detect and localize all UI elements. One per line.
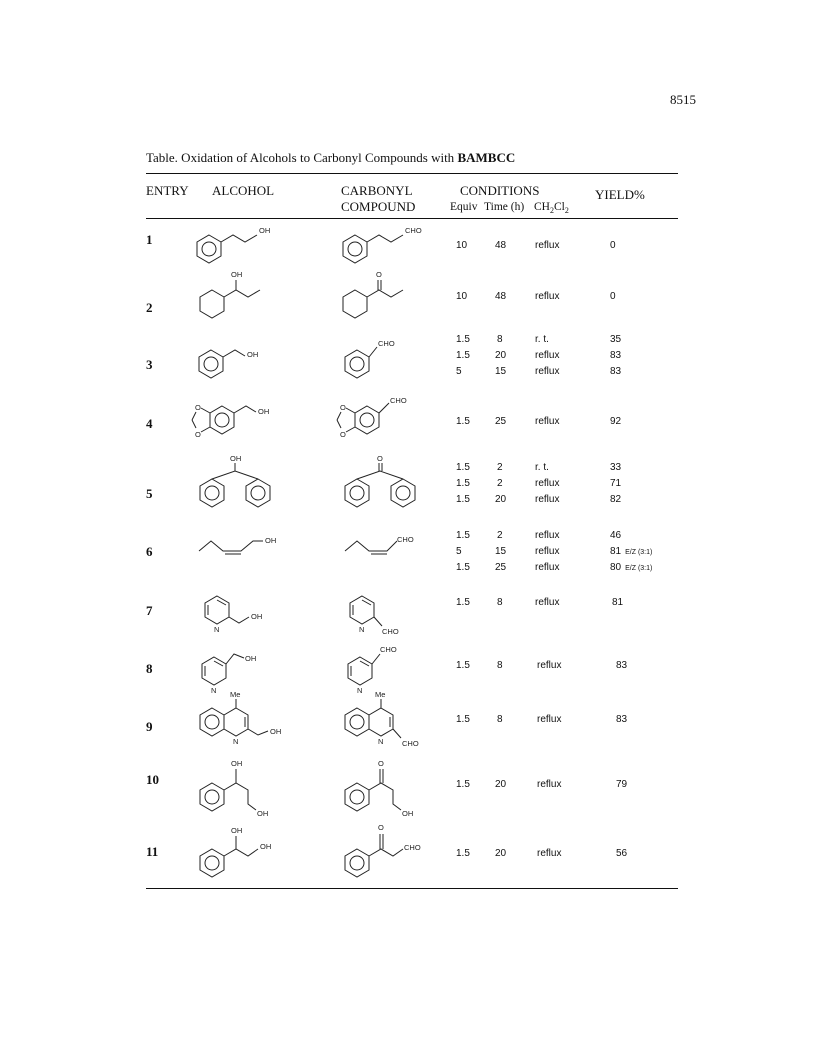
entry-number: 1 bbox=[146, 232, 153, 247]
cond-solvent: reflux bbox=[535, 546, 560, 557]
cond-equiv: 1.5 bbox=[456, 416, 470, 427]
carbonyl-label: CHO bbox=[404, 843, 421, 852]
carbonyl-label: CHO bbox=[397, 535, 414, 544]
cond-time: 20 bbox=[495, 848, 507, 859]
structure-carbonyl-11 bbox=[343, 820, 433, 878]
entry-number: 5 bbox=[146, 486, 153, 501]
cond-equiv: 5 bbox=[456, 366, 462, 377]
entry-number: 11 bbox=[146, 844, 159, 859]
structure-carbonyl-9 bbox=[343, 690, 443, 750]
cond-solvent: reflux bbox=[535, 350, 560, 361]
cond-time: 20 bbox=[495, 779, 507, 790]
structure-alcohol-11 bbox=[198, 823, 288, 878]
cond-solvent: reflux bbox=[535, 478, 560, 489]
carbonyl-label: CHO bbox=[382, 627, 399, 636]
cond-yield: 46 bbox=[610, 530, 622, 541]
methyl-label: Me bbox=[375, 690, 386, 699]
cond-solvent: reflux bbox=[535, 366, 560, 377]
cond-equiv: 5 bbox=[456, 546, 462, 557]
table-bottom-rule bbox=[146, 888, 678, 889]
alcohol-label: OH bbox=[257, 809, 269, 818]
cond-time: 48 bbox=[495, 240, 507, 251]
entry-number: 8 bbox=[146, 661, 153, 676]
cond-solvent: reflux bbox=[535, 291, 560, 302]
alcohol-label: OH bbox=[251, 612, 263, 621]
header-yield: YIELD% bbox=[595, 187, 645, 202]
entry-number: 2 bbox=[146, 300, 153, 315]
header-solvent: $CH_2Cl_2$ bbox=[534, 201, 569, 215]
cond-equiv: 1.5 bbox=[456, 562, 470, 573]
structure-alcohol-10 bbox=[198, 755, 288, 820]
header-carbonyl-line1: CARBONYL bbox=[341, 183, 413, 198]
cond-time: 8 bbox=[497, 334, 503, 345]
ring-nitrogen: N bbox=[378, 737, 384, 746]
cond-time: 2 bbox=[497, 478, 503, 489]
page-number: 8515 bbox=[670, 92, 696, 107]
header-entry: ENTRY bbox=[146, 183, 189, 198]
structure-alcohol-8 bbox=[200, 645, 280, 695]
carbonyl-label: CHO bbox=[380, 645, 397, 654]
header-alcohol: ALCOHOL bbox=[212, 183, 275, 198]
cond-time: 2 bbox=[497, 462, 503, 473]
alcohol-label: OH bbox=[231, 270, 243, 279]
alcohol-label: OH bbox=[270, 727, 282, 736]
carbonyl-label: CHO bbox=[378, 339, 395, 348]
cond-yield: 83 bbox=[610, 366, 622, 377]
carbonyl-oxygen: O bbox=[378, 823, 384, 832]
caption-reagent: BAMBCC bbox=[457, 150, 516, 165]
cond-yield: 81 E/Z (3:1) bbox=[610, 546, 653, 557]
alcohol-label: OH bbox=[260, 842, 272, 851]
cond-equiv: 1.5 bbox=[456, 478, 470, 489]
structure-carbonyl-7 bbox=[348, 590, 428, 635]
yield-note: E/Z (3:1) bbox=[625, 549, 653, 556]
cond-time: 25 bbox=[495, 416, 507, 427]
cond-equiv: 1.5 bbox=[456, 530, 470, 541]
structure-carbonyl-1 bbox=[341, 222, 431, 267]
cond-equiv: 1.5 bbox=[456, 597, 470, 608]
structure-carbonyl-3 bbox=[343, 338, 423, 383]
ring-oxygen: O bbox=[340, 403, 346, 412]
cond-time: 20 bbox=[495, 494, 507, 505]
table-header-rule bbox=[146, 218, 678, 219]
structure-alcohol-6 bbox=[197, 533, 287, 557]
cond-yield: 0 bbox=[610, 291, 616, 302]
cond-yield: 56 bbox=[616, 848, 628, 859]
ring-nitrogen: N bbox=[214, 625, 220, 634]
cond-time: 8 bbox=[497, 597, 503, 608]
carbonyl-label: O bbox=[378, 759, 384, 768]
cond-solvent: reflux bbox=[537, 660, 562, 671]
cond-time: 20 bbox=[495, 350, 507, 361]
cond-equiv: 1.5 bbox=[456, 848, 470, 859]
cond-yield: 83 bbox=[610, 350, 622, 361]
entry-number: 9 bbox=[146, 719, 153, 734]
yield-note: E/Z (3:1) bbox=[625, 565, 653, 572]
cond-yield: 79 bbox=[616, 779, 628, 790]
structure-carbonyl-2 bbox=[341, 268, 421, 328]
header-equiv: Equiv bbox=[450, 201, 478, 213]
header-conditions: CONDITIONS bbox=[460, 183, 540, 198]
cond-time: 15 bbox=[495, 546, 507, 557]
alcohol-label: OH bbox=[231, 826, 243, 835]
cond-solvent: reflux bbox=[535, 530, 560, 541]
carbonyl-label: O bbox=[377, 454, 383, 463]
ring-oxygen: O bbox=[340, 430, 346, 439]
table-caption bbox=[146, 150, 515, 166]
cond-solvent: reflux bbox=[537, 779, 562, 790]
alcohol-label: OH bbox=[231, 759, 243, 768]
ring-nitrogen: N bbox=[357, 686, 363, 695]
entry-number: 6 bbox=[146, 544, 153, 559]
cond-equiv: 1.5 bbox=[456, 462, 470, 473]
entry-number: 7 bbox=[146, 603, 153, 618]
cond-equiv: 1.5 bbox=[456, 714, 470, 725]
structure-alcohol-1 bbox=[195, 222, 285, 267]
cond-solvent: reflux bbox=[535, 562, 560, 573]
ring-nitrogen: N bbox=[211, 686, 217, 695]
alcohol-label: OH bbox=[245, 654, 257, 663]
alcohol-label: OH bbox=[259, 226, 271, 235]
cond-equiv: 1.5 bbox=[456, 350, 470, 361]
cond-yield: 83 bbox=[616, 714, 628, 725]
alcohol-label: OH bbox=[265, 536, 277, 545]
alcohol-label: OH bbox=[247, 350, 259, 359]
cond-solvent: reflux bbox=[535, 416, 560, 427]
structure-carbonyl-6 bbox=[343, 533, 433, 557]
structure-carbonyl-8 bbox=[346, 645, 426, 695]
cond-solvent: reflux bbox=[535, 240, 560, 251]
cond-time: 48 bbox=[495, 291, 507, 302]
caption-prefix: Table. Oxidation of Alcohols to Carbonyl Compounds with bbox=[146, 150, 455, 165]
structure-alcohol-2 bbox=[198, 268, 278, 328]
cond-equiv: 1.5 bbox=[456, 660, 470, 671]
cond-yield: 83 bbox=[616, 660, 628, 671]
header-carbonyl-line2: COMPOUND bbox=[341, 199, 416, 214]
cond-equiv: 1.5 bbox=[456, 779, 470, 790]
cond-equiv: 1.5 bbox=[456, 494, 470, 505]
cond-yield: 81 bbox=[612, 597, 624, 608]
carbonyl-label: O bbox=[376, 270, 382, 279]
table-top-rule bbox=[146, 173, 678, 174]
cond-equiv: 1.5 bbox=[456, 334, 470, 345]
entry-number: 3 bbox=[146, 357, 153, 372]
structure-carbonyl-10 bbox=[343, 755, 433, 820]
cond-solvent: reflux bbox=[537, 848, 562, 859]
alcohol-label: OH bbox=[258, 407, 270, 416]
cond-time: 15 bbox=[495, 366, 507, 377]
structure-alcohol-5 bbox=[198, 455, 288, 507]
ring-oxygen: O bbox=[195, 430, 201, 439]
alcohol-label: OH bbox=[402, 809, 414, 818]
cond-yield: 33 bbox=[610, 462, 622, 473]
carbonyl-label: CHO bbox=[390, 396, 407, 405]
cond-time: 8 bbox=[497, 660, 503, 671]
cond-time: 25 bbox=[495, 562, 507, 573]
cond-solvent: reflux bbox=[535, 597, 560, 608]
cond-yield: 71 bbox=[610, 478, 622, 489]
cond-time: 2 bbox=[497, 530, 503, 541]
cond-solvent: r. t. bbox=[535, 334, 549, 345]
cond-yield: 82 bbox=[610, 494, 622, 505]
structure-alcohol-7 bbox=[203, 590, 283, 635]
alcohol-label: OH bbox=[230, 454, 242, 463]
cond-solvent: reflux bbox=[537, 714, 562, 725]
structure-carbonyl-4 bbox=[333, 394, 433, 446]
cond-yield: 92 bbox=[610, 416, 622, 427]
carbonyl-label: CHO bbox=[402, 739, 419, 748]
entry-number: 10 bbox=[146, 772, 159, 787]
carbonyl-label: CHO bbox=[405, 226, 422, 235]
cond-time: 8 bbox=[497, 714, 503, 725]
cond-equiv: 10 bbox=[456, 291, 468, 302]
structure-alcohol-3 bbox=[197, 338, 277, 383]
ring-nitrogen: N bbox=[233, 737, 239, 746]
structure-alcohol-9 bbox=[198, 690, 298, 750]
cond-solvent: reflux bbox=[535, 494, 560, 505]
methyl-label: Me bbox=[230, 690, 241, 699]
structure-alcohol-4 bbox=[188, 396, 288, 446]
ring-oxygen: O bbox=[195, 403, 201, 412]
ring-nitrogen: N bbox=[359, 625, 365, 634]
cond-yield: 80 E/Z (3:1) bbox=[610, 562, 653, 573]
entry-number: 4 bbox=[146, 416, 153, 431]
structure-carbonyl-5 bbox=[343, 455, 433, 507]
header-time: Time (h) bbox=[484, 201, 525, 213]
cond-yield: 0 bbox=[610, 240, 616, 251]
cond-equiv: 10 bbox=[456, 240, 468, 251]
cond-solvent: r. t. bbox=[535, 462, 549, 473]
cond-yield: 35 bbox=[610, 334, 622, 345]
